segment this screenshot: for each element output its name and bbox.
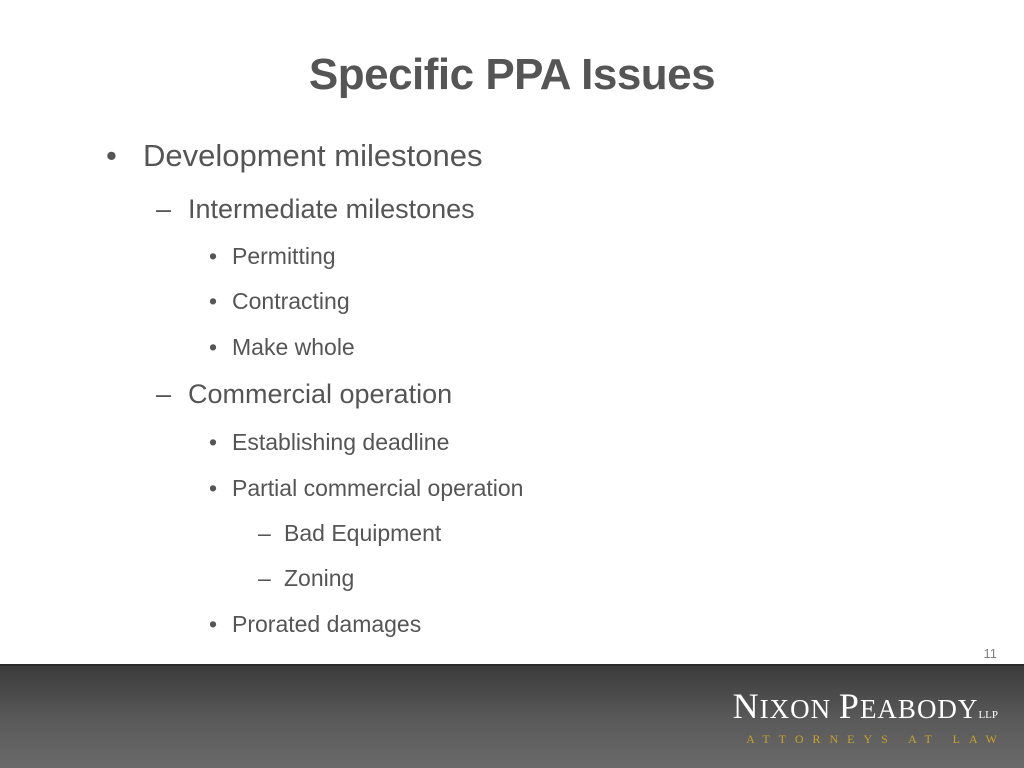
list-item-text: Contracting — [232, 288, 350, 314]
logo-tagline: ATTORNEYS AT LAW — [746, 732, 1006, 746]
list-item — [106, 138, 483, 174]
bullet-marker: • — [209, 334, 218, 360]
list-item-text: Bad Equipment — [284, 520, 442, 546]
list-item — [209, 429, 450, 456]
list-item — [258, 565, 355, 592]
list-item-text: Commercial operation — [188, 379, 453, 409]
list-item — [209, 334, 355, 361]
list-item — [258, 520, 442, 547]
page-number: 11 — [983, 646, 997, 661]
bullet-marker: • — [209, 243, 218, 269]
dash-marker: – — [156, 194, 172, 224]
dash-marker: – — [258, 565, 271, 591]
list-item-text: Intermediate milestones — [188, 194, 475, 224]
bullet-marker: • — [209, 288, 218, 314]
list-item-text: Partial commercial operation — [232, 475, 524, 501]
slide-title: Specific PPA Issues — [308, 50, 716, 99]
list-item — [209, 611, 422, 638]
list-item-text: Establishing deadline — [232, 429, 450, 455]
dash-marker: – — [258, 520, 271, 546]
dash-marker: – — [156, 379, 172, 409]
list-item-text: Development milestones — [143, 138, 483, 173]
bullet-marker: • — [209, 611, 218, 637]
list-item-text: Prorated damages — [232, 611, 422, 637]
list-item — [156, 194, 475, 225]
list-item-text: Zoning — [284, 565, 355, 591]
list-item — [209, 475, 524, 502]
list-item-text: Permitting — [232, 243, 336, 269]
list-item — [209, 243, 336, 270]
footer-divider — [0, 664, 1024, 666]
firm-logo — [732, 686, 1006, 747]
list-item — [209, 288, 350, 315]
logo-wordmark: NIXON PEABODYLLP — [732, 686, 998, 726]
bullet-marker: • — [209, 475, 218, 501]
bullet-marker: • — [209, 429, 218, 455]
list-item — [156, 379, 453, 410]
bullet-marker: • — [106, 138, 117, 173]
list-item-text: Make whole — [232, 334, 355, 360]
